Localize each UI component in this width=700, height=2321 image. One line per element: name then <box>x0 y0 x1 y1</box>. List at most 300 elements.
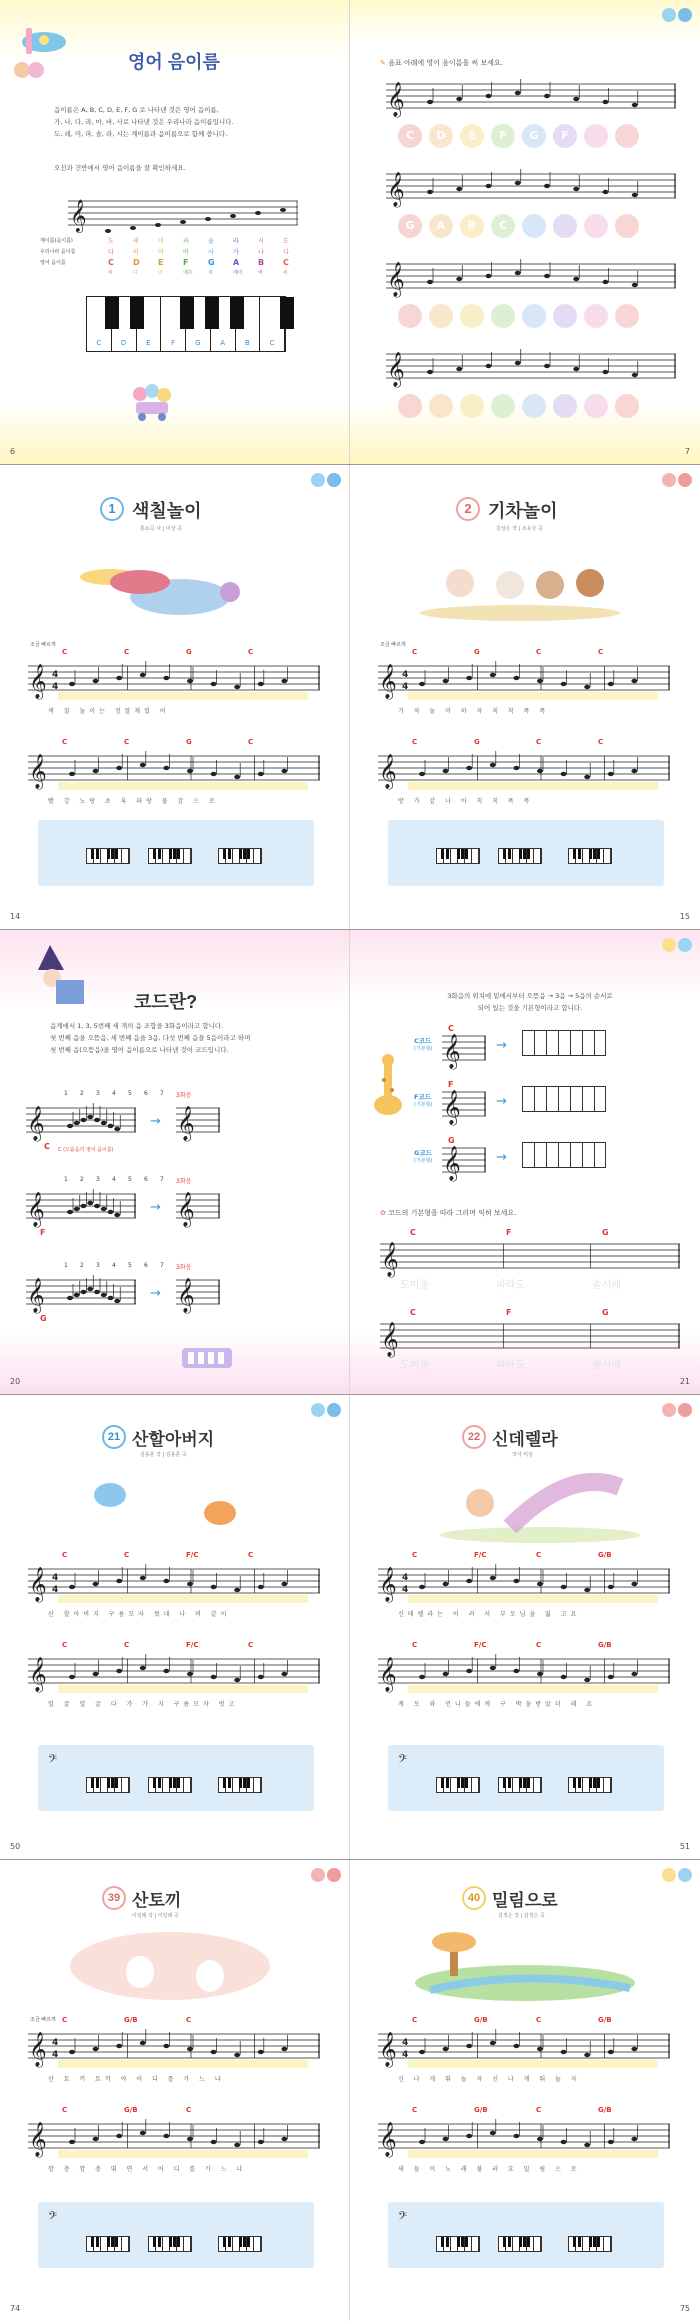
note-head <box>466 676 472 680</box>
answer-circle <box>429 394 453 418</box>
treble-clef-icon: 𝄞 <box>387 262 405 297</box>
chord-symbol: G/B <box>598 1551 612 1559</box>
note-head <box>561 682 567 686</box>
note-head <box>513 1579 519 1583</box>
piano-black-key <box>105 297 119 329</box>
page-14 <box>0 465 350 929</box>
svg-text:4: 4 <box>52 2050 59 2060</box>
staff <box>442 1138 486 1184</box>
song-number: 22 <box>462 1425 486 1449</box>
badge-icons <box>311 1868 341 1882</box>
staff <box>378 2114 670 2160</box>
instruction-text: ✎ 음표 아래에 영어 음이름을 써 보세요. <box>380 59 503 67</box>
mini-keyboard <box>148 2236 192 2252</box>
answer-circle <box>584 394 608 418</box>
scale-degree-label: 4 <box>112 1090 116 1097</box>
chord-symbol: C <box>536 648 542 656</box>
staff <box>378 2024 670 2070</box>
english-pronunciation-cell: 에이 <box>233 270 243 276</box>
row-label-english: 영어 음이름 <box>40 260 66 266</box>
practice-panel <box>38 1745 314 1811</box>
staff <box>26 1098 136 1144</box>
treble-clef-icon: 𝄞 <box>379 2032 397 2067</box>
lyrics-line: 계 모 와 언니들에게 구 박을받았더 래 요 <box>398 1701 597 1708</box>
lyrics-line: 방 가 같 나 아 칙 칙 폭 폭 <box>398 798 534 805</box>
staff <box>442 1026 486 1072</box>
note-head <box>108 1210 114 1214</box>
answer-circle: G <box>522 124 546 148</box>
page-number: 15 <box>679 912 690 921</box>
answer-circle: B <box>460 214 484 238</box>
note-head <box>69 2140 75 2144</box>
note-head <box>544 94 550 98</box>
instruction-text: 오선과 건반에서 영어 음이름을 잘 확인하세요. <box>54 164 186 172</box>
page-20 <box>0 930 350 1394</box>
scale-degree-label: 1 <box>64 1262 68 1269</box>
note-head <box>101 1121 107 1125</box>
note-head <box>456 277 462 281</box>
staff <box>28 2024 320 2070</box>
note-head <box>544 274 550 278</box>
chord-symbol: F/C <box>474 1551 487 1559</box>
scale-degree-label: 4 <box>112 1262 116 1269</box>
note-head <box>419 682 425 686</box>
lyrics-line: 산 토 끼 토끼 야 어 디 를 가 느 냐 <box>48 2076 225 2083</box>
solfege-cell: 도 <box>108 238 114 245</box>
note-head <box>443 1672 449 1676</box>
note-head <box>603 100 609 104</box>
note-head <box>584 1588 590 1592</box>
note-head <box>573 277 579 281</box>
page-number: 14 <box>10 912 21 921</box>
mini-keyboard <box>86 848 130 864</box>
flower-cart-illustration <box>128 382 176 422</box>
intro-line-3: 첫 번째 음(으뜸음)을 영어 음이름으로 나타낸 것이 코드입니다. <box>50 1046 229 1054</box>
note-head <box>573 187 579 191</box>
note-head <box>281 1582 287 1586</box>
lyrics-line: 색 칠 놀이는 정말재밌 어 <box>48 708 170 715</box>
chord-symbol: G/B <box>598 1641 612 1649</box>
key-label: C <box>96 339 102 347</box>
solfege-cell: 미 <box>158 238 164 245</box>
svg-text:4: 4 <box>52 2038 59 2048</box>
badge-icons <box>662 473 692 487</box>
note-head <box>515 181 521 185</box>
answer-circle <box>553 394 577 418</box>
page-number: 75 <box>679 2304 690 2313</box>
chord-tracing-name: 솔시레 <box>592 1280 621 1291</box>
chord-symbol: C <box>62 2106 68 2114</box>
note-head <box>116 766 122 770</box>
note-head <box>443 679 449 683</box>
badge-icons <box>662 938 692 952</box>
note-head <box>603 280 609 284</box>
treble-clef-icon: 𝄞 <box>381 1242 399 1277</box>
answer-circle <box>460 394 484 418</box>
note-head <box>234 2053 240 2057</box>
answer-circle <box>398 304 422 328</box>
mini-keyboard <box>436 1777 480 1793</box>
answer-circle <box>615 124 639 148</box>
lyrics-line: 기 차 놀 이 하 자 칙 칙 폭 폭 <box>398 708 550 715</box>
arrow-icon: → <box>496 1150 507 1165</box>
staff <box>28 1559 320 1605</box>
song-number: 21 <box>102 1425 126 1449</box>
mini-keyboard <box>568 1777 612 1793</box>
note-head <box>87 1201 93 1205</box>
note-head <box>513 2134 519 2138</box>
note-head <box>544 364 550 368</box>
page-75 <box>350 1860 700 2321</box>
scale-degree-label: 3 <box>96 1176 100 1183</box>
note-head <box>419 2050 425 2054</box>
note-head <box>584 1678 590 1682</box>
page-number: 7 <box>684 447 690 456</box>
chord-symbol: G/B <box>124 2016 138 2024</box>
answer-circle <box>522 304 546 328</box>
treble-clef-icon: 𝄞 <box>29 2032 47 2067</box>
chord-symbol: C <box>186 2016 192 2024</box>
note-head <box>584 2053 590 2057</box>
scale-degree-label: 3화음 <box>176 1092 192 1099</box>
answer-circle-row <box>398 304 639 328</box>
note-head <box>140 2131 146 2135</box>
scale-degree-label: 2 <box>80 1090 84 1097</box>
note-head <box>234 1678 240 1682</box>
note-head <box>74 1121 80 1125</box>
note-head <box>187 2047 193 2051</box>
note-head <box>234 1588 240 1592</box>
chord-symbol: G <box>186 648 192 656</box>
mini-keyboard <box>568 848 612 864</box>
treble-clef-icon: 𝄞 <box>379 664 397 699</box>
note-head <box>427 100 433 104</box>
flower-icon: ✿ <box>380 1209 386 1217</box>
chord-symbol: C <box>62 1641 68 1649</box>
scale-degree-label: 3화음 <box>176 1264 192 1271</box>
note-head <box>486 274 492 278</box>
staff <box>386 344 676 390</box>
note-head <box>443 769 449 773</box>
note-head <box>515 361 521 365</box>
page-number: 6 <box>10 447 16 456</box>
english-pronunciation-cell: 지 <box>208 270 213 276</box>
note-head <box>140 1666 146 1670</box>
note-head <box>561 2050 567 2054</box>
intro-line-1: 3화음의 위치에 밑에서부터 으뜸음 → 3음 → 5음의 순서로 <box>447 992 613 1000</box>
arrow-icon: → <box>150 1200 161 1215</box>
note-head <box>163 1579 169 1583</box>
english-name-cell: E <box>158 258 164 267</box>
scale-degree-label: 1 <box>64 1176 68 1183</box>
note-head <box>561 1675 567 1679</box>
intro-line-2: 가, 나, 다, 라, 마, 바, 사로 나타낸 것은 우리나라 음이름입니다. <box>54 118 234 126</box>
tempo-mark: 조금 빠르게 <box>380 642 406 648</box>
answer-circle <box>491 304 515 328</box>
note-head <box>67 1296 73 1300</box>
lyrics-line: 새 들 이 노 래 불 러 요 밀 림 으 로 <box>398 2166 581 2173</box>
note-head <box>94 1118 100 1122</box>
english-pronunciation-cell: 씨 <box>283 270 288 276</box>
note-head <box>116 1579 122 1583</box>
mini-keyboard <box>86 1777 130 1793</box>
butterflies-illustration <box>80 1473 260 1543</box>
witch-accordion-illustration <box>30 940 90 1010</box>
chord-symbol: C <box>412 1551 418 1559</box>
page-number: 20 <box>10 1377 21 1386</box>
note-head <box>419 1675 425 1679</box>
chord-symbol: C <box>412 738 418 746</box>
chord-symbol: C <box>412 2106 418 2114</box>
note-head <box>163 2134 169 2138</box>
pencil-icon: ✎ <box>380 59 386 67</box>
note-head <box>258 1585 264 1589</box>
chord-symbol: C <box>536 738 542 746</box>
chord-symbol: G <box>186 738 192 746</box>
train-play-illustration <box>410 555 630 625</box>
staff <box>442 1082 486 1128</box>
key-label: D <box>120 339 127 347</box>
note-head <box>632 373 638 377</box>
note-head <box>140 763 146 767</box>
staff <box>386 254 676 300</box>
solfege-cell: 시 <box>258 238 264 245</box>
note-head <box>81 1118 87 1122</box>
intro-line-3: 도, 레, 미, 파, 솔, 라, 시는 계이름과 음이름으로 함께 씁니다. <box>54 130 228 138</box>
svg-text:4: 4 <box>402 1585 409 1595</box>
english-pronunciation-cell: 씨 <box>108 270 113 276</box>
treble-clef-icon: 𝄞 <box>381 1322 399 1357</box>
note-head <box>163 766 169 770</box>
svg-text:4: 4 <box>402 1573 409 1583</box>
song-credit: 작자 미상 <box>512 1452 533 1458</box>
page-number: 21 <box>679 1377 690 1386</box>
page-number: 74 <box>10 2304 21 2313</box>
mini-keyboard <box>436 848 480 864</box>
note-head <box>93 769 99 773</box>
chord-symbol: C <box>598 648 604 656</box>
key-label: G <box>195 339 201 347</box>
treble-clef-icon: 𝄞 <box>177 1192 195 1227</box>
treble-clef-icon: 𝄞 <box>443 1146 461 1181</box>
note-head <box>74 1293 80 1297</box>
note-head <box>108 1296 114 1300</box>
chord-tracing-name: 파라도 <box>496 1360 525 1371</box>
note-head <box>573 97 579 101</box>
mini-keyboard <box>498 1777 542 1793</box>
chord-symbol: G/B <box>124 2106 138 2114</box>
note-head <box>93 2137 99 2141</box>
chord-keyboard <box>522 1030 606 1056</box>
chord-root: C <box>448 1024 454 1033</box>
page-6 <box>0 0 350 464</box>
note-head <box>93 679 99 683</box>
chord-symbol: G <box>474 738 480 746</box>
note-head <box>211 1585 217 1589</box>
c-chord-root-note: C (으뜸음의 영어 음이름) <box>58 1147 114 1153</box>
note-head <box>81 1204 87 1208</box>
practice-panel <box>38 2202 314 2268</box>
chord-root: F <box>448 1080 454 1089</box>
page-number: 50 <box>10 1842 21 1851</box>
treble-clef-icon: 𝄞 <box>443 1034 461 1069</box>
svg-text:4: 4 <box>52 670 59 680</box>
note-head <box>631 1582 637 1586</box>
note-head <box>513 766 519 770</box>
spread-pages-14-15 <box>0 465 700 929</box>
solfege-cell: 라 <box>233 238 239 245</box>
chord-name: C코드 <box>414 1037 432 1045</box>
note-head <box>537 769 543 773</box>
practice-panel <box>38 820 314 886</box>
key-label: A <box>220 339 226 347</box>
rabbits-illustration <box>60 1926 280 2006</box>
note-head <box>490 2041 496 2045</box>
chord-form: (기본형) <box>414 1158 433 1164</box>
answer-circle <box>553 304 577 328</box>
arrow-icon: → <box>150 1286 161 1301</box>
note-head <box>116 2044 122 2048</box>
treble-clef-icon: 𝄞 <box>379 1657 397 1692</box>
note-head <box>537 2137 543 2141</box>
note-head <box>427 370 433 374</box>
chord-symbol: C <box>62 648 68 656</box>
note-head <box>544 184 550 188</box>
answer-circle <box>429 304 453 328</box>
note-head <box>211 772 217 776</box>
note-head <box>515 271 521 275</box>
english-name-cell: D <box>133 258 140 267</box>
mini-keyboard <box>218 1777 262 1793</box>
chord-symbol: C <box>124 738 130 746</box>
note-head <box>234 685 240 689</box>
jungle-river-illustration <box>410 1928 640 2008</box>
chord-symbol: C <box>412 2016 418 2024</box>
note-head <box>69 772 75 776</box>
staff <box>176 1098 220 1144</box>
airplane-illustration <box>18 22 70 60</box>
note-head <box>631 769 637 773</box>
note-head <box>537 2047 543 2051</box>
piano-black-key <box>230 297 244 329</box>
scale-degree-label: 6 <box>144 1262 148 1269</box>
note-head <box>67 1210 73 1214</box>
lyrics-line: 얼 굴 얼 굴 다 가 가 지 구름모자 벗고 <box>48 1701 239 1708</box>
note-head <box>101 1293 107 1297</box>
svg-text:4: 4 <box>402 2038 409 2048</box>
answer-circle <box>398 394 422 418</box>
english-pronunciation-cell: 비 <box>258 270 263 276</box>
note-head <box>443 2137 449 2141</box>
scale-degree-label: 4 <box>112 1176 116 1183</box>
answer-circle <box>522 214 546 238</box>
note-head <box>631 679 637 683</box>
song-credit: 김정은 작 | 김정은 곡 <box>498 1913 545 1919</box>
answer-circle-row <box>398 124 639 148</box>
note-head <box>258 1675 264 1679</box>
note-head <box>281 1672 287 1676</box>
note-head <box>163 2044 169 2048</box>
note-head <box>537 1582 543 1586</box>
song-title: 산할아버지 <box>132 1430 215 1449</box>
staff <box>380 1234 680 1280</box>
key-label: E <box>146 339 151 347</box>
chord-symbol: C <box>412 1641 418 1649</box>
solfege-cell: 파 <box>183 238 189 245</box>
practice-panel <box>388 1745 664 1811</box>
note-head <box>490 2131 496 2135</box>
note-head <box>211 1675 217 1679</box>
note-head <box>584 685 590 689</box>
practice-instruction: ✿ 코드의 기본형을 따라 그리며 익혀 보세요. <box>380 1209 517 1217</box>
note-head <box>603 370 609 374</box>
note-head <box>490 1666 496 1670</box>
answer-circle <box>615 394 639 418</box>
svg-text:𝄞: 𝄞 <box>70 199 87 232</box>
note-head <box>466 1669 472 1673</box>
chord-root-label: C <box>410 1308 416 1317</box>
scale-degree-label: 1 <box>64 1090 68 1097</box>
note-head <box>163 1669 169 1673</box>
page-title: 영어 음이름 <box>128 52 220 72</box>
note-head <box>419 2140 425 2144</box>
note-head <box>584 775 590 779</box>
note-head <box>258 2140 264 2144</box>
note-head <box>513 1669 519 1673</box>
chord-symbol: F/C <box>186 1551 199 1559</box>
intro-line-1: 음이름은 A, B, C, D, E, F, G 로 나타낸 것은 영어 음이름, <box>54 106 219 114</box>
answer-circle <box>615 304 639 328</box>
answer-circle: D <box>429 124 453 148</box>
staff <box>28 656 320 702</box>
note-head <box>486 364 492 368</box>
note-head <box>632 103 638 107</box>
badge-icons <box>662 8 692 22</box>
answer-circle <box>584 124 608 148</box>
note-head <box>537 1672 543 1676</box>
english-name-cell: C <box>108 258 114 267</box>
note-head <box>116 676 122 680</box>
chord-root: G <box>448 1136 455 1145</box>
chord-tracing-name: 도미솔 <box>400 1280 429 1291</box>
chord-symbol: C <box>248 1551 254 1559</box>
answer-circle <box>522 394 546 418</box>
treble-clef-icon: 𝄞 <box>29 1657 47 1692</box>
chord-symbol: C <box>248 738 254 746</box>
note-head <box>67 1124 73 1128</box>
note-head <box>234 775 240 779</box>
note-head <box>281 679 287 683</box>
chord-symbol: C <box>124 1641 130 1649</box>
note-head <box>187 679 193 683</box>
staff <box>380 1314 680 1360</box>
note-head <box>466 2134 472 2138</box>
spread-pages-50-51 <box>0 1395 700 1859</box>
solfege-cell: 솔 <box>208 238 214 245</box>
chord-name: F코드 <box>414 1093 431 1101</box>
spread-pages-74-75 <box>0 1860 700 2321</box>
note-head <box>211 682 217 686</box>
note-head <box>281 2137 287 2141</box>
answer-circle: G <box>398 214 422 238</box>
song-number: 40 <box>462 1886 486 1910</box>
tempo-mark: 조금 빠르게 <box>30 642 56 648</box>
english-name-cell: F <box>183 258 189 267</box>
note-head <box>603 190 609 194</box>
giraffe-illustration <box>370 1050 406 1120</box>
lyrics-line: 산 할아버지 구름모자 썼네 나 비 같이 <box>48 1611 231 1618</box>
english-pronunciation-cell: 이 <box>158 270 163 276</box>
